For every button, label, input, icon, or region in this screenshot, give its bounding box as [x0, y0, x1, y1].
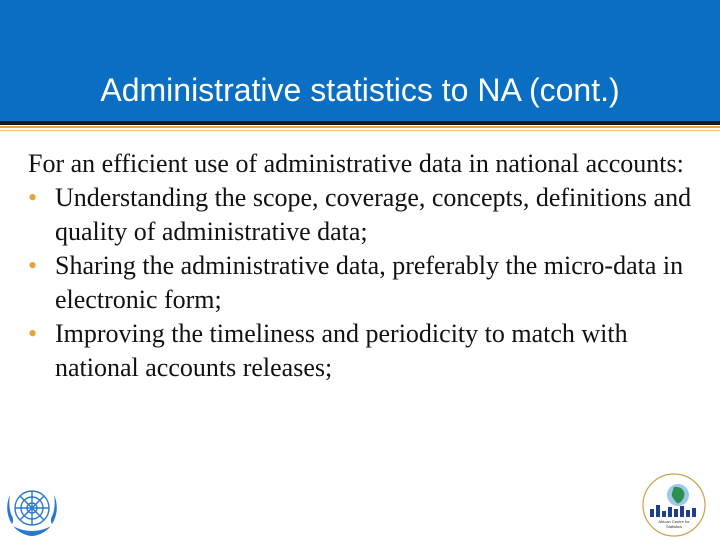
title-divider-dark	[0, 121, 720, 125]
title-divider-gold	[0, 126, 720, 128]
bullet-list	[28, 181, 708, 385]
slide-body	[28, 147, 708, 385]
united-nations-emblem-icon	[2, 481, 62, 539]
bullet-text: Understanding the scope, coverage, concepts, definitions and quality of administrative data;	[55, 183, 692, 246]
bullet-icon: •	[28, 319, 38, 348]
bullet-item	[28, 249, 708, 317]
bullet-icon: •	[28, 251, 38, 280]
bullet-text: Sharing the administrative data, preferably the micro-data in electronic form;	[55, 251, 684, 314]
slide-title: Administrative statistics to NA (cont.)	[100, 72, 620, 108]
afcs-caption-line2: Statistics	[665, 524, 683, 529]
title-divider-gold-thin	[0, 130, 720, 131]
intro-paragraph: For an efficient use of administrative data in national accounts:	[28, 149, 684, 178]
afcs-caption-line1: African Centre for	[658, 519, 690, 524]
african-centre-for-statistics-logo-icon	[636, 473, 712, 537]
bullet-item	[28, 181, 708, 249]
bullet-text: Improving the timeliness and periodicity to match with national accounts releases;	[55, 319, 628, 382]
bullet-item	[28, 317, 708, 385]
bullet-icon: •	[28, 183, 38, 212]
